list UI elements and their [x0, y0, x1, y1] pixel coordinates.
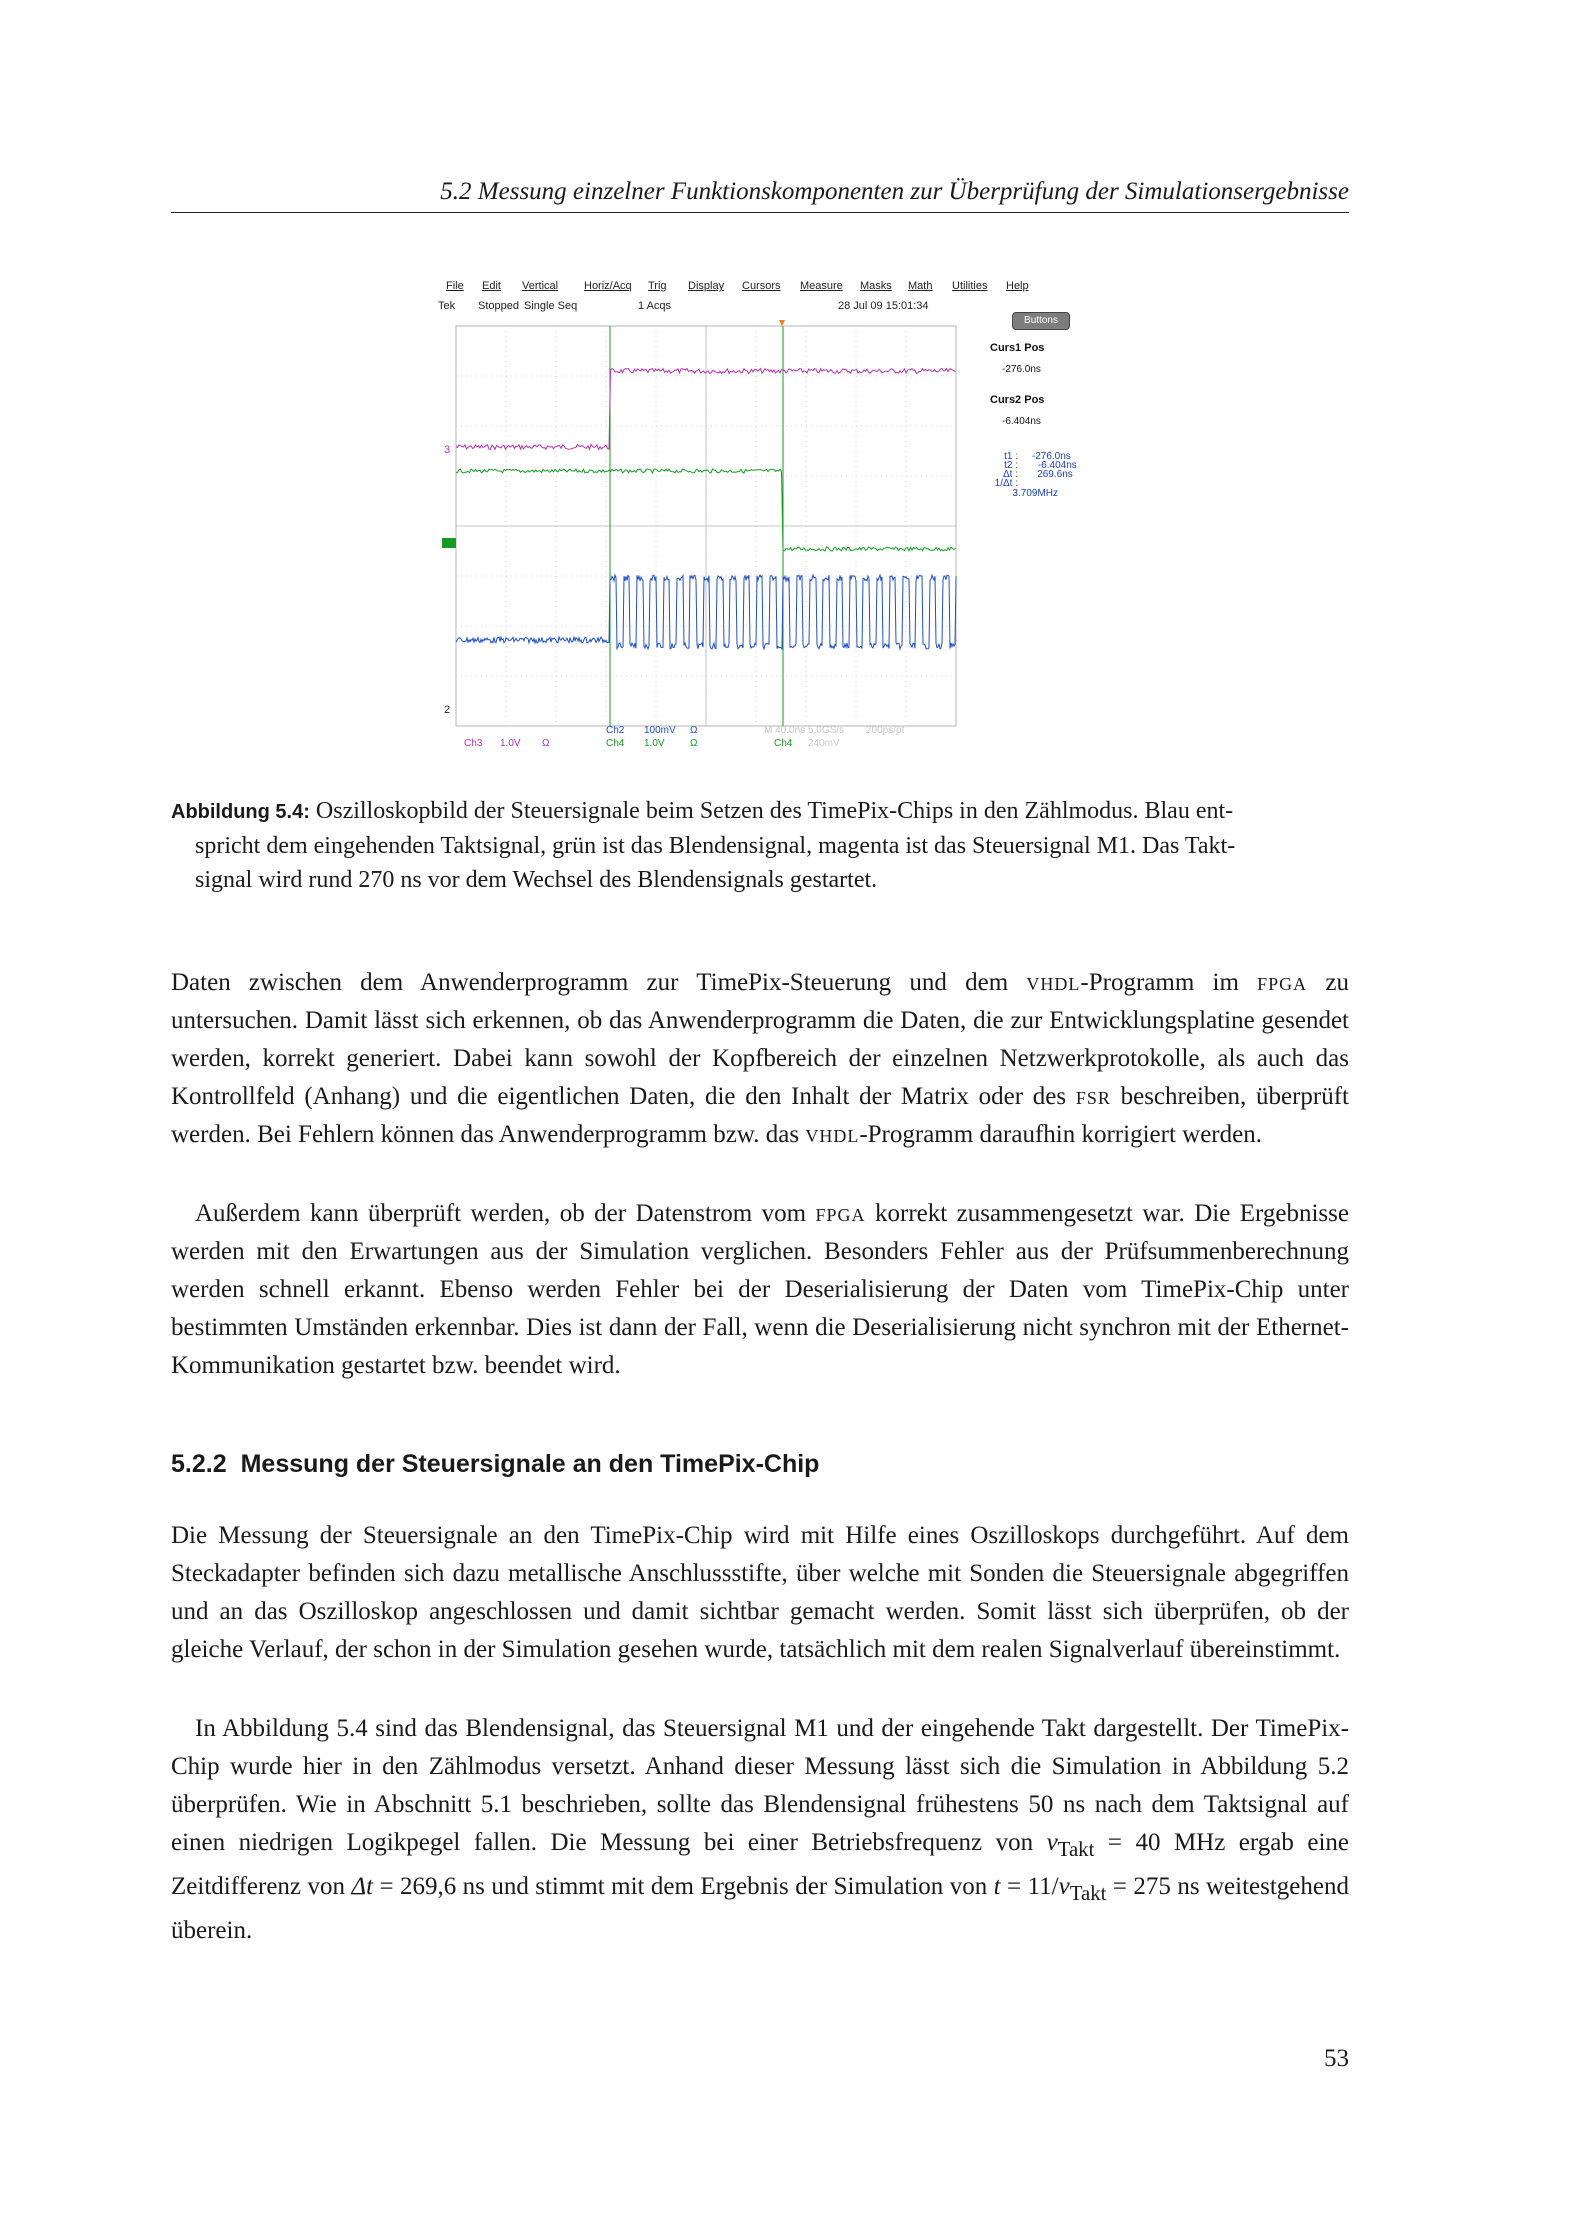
menu-edit: Edit	[482, 280, 501, 292]
foot-trig-source: Ch4	[774, 738, 793, 749]
menu-file: File	[446, 280, 464, 292]
menu-math: Math	[908, 280, 933, 292]
foot-timebase: M 40.0ns 5.0GS/s	[764, 725, 845, 736]
readout-inv-dt: 1/Δt : 3.709MHz	[994, 478, 1058, 499]
foot-ch3-scale: 1.0V	[500, 738, 521, 749]
status-state: Stopped	[478, 300, 519, 312]
page-number: 53	[1324, 2045, 1349, 2072]
menu-horiz-acq: Horiz/Acq	[584, 280, 632, 292]
ch3-marker: 3	[444, 444, 451, 456]
menu-utilities: Utilities	[952, 280, 988, 292]
foot-ch4-scale: 1.0V	[644, 738, 665, 749]
trigger-marker-icon	[779, 320, 785, 326]
foot-ch2: Ch2	[606, 725, 625, 736]
foot-ch3: Ch3	[464, 738, 483, 749]
status-mode: Single Seq	[524, 300, 578, 312]
curs1-value: -276.0ns	[1002, 364, 1041, 375]
foot-ch4: Ch4	[606, 738, 625, 749]
foot-ch2-ohm: Ω	[690, 725, 698, 736]
caption-label: Abbildung 5.4:	[171, 801, 310, 823]
menu-masks: Masks	[860, 280, 892, 292]
paragraph-3: Die Messung der Steuersignale an den TimePix-Chip wird mit Hilfe eines Oszilloskops durchgeführt. Auf dem Steckadapter befinden sich dazu metallische Anschlussstifte, über welche mit Sonden die Steuersignale abgegriffen und an das Oszilloskop angeschlossen und damit sichtbar gemacht werden. Somit lässt sich überprüfen, ob der gleiche Verlauf, der schon in der Simulation gesehen wurde, tatsächlich mit dem realen Signalverlauf übereinstimmt.	[171, 1522, 1349, 1663]
scope-grid	[456, 326, 956, 726]
menu-measure: Measure	[800, 280, 843, 292]
menu-trig: Trig	[648, 280, 667, 292]
foot-trig-level: 240mV	[808, 738, 840, 749]
scope-buttons-button: Buttons	[1012, 312, 1070, 330]
foot-ch3-ohm: Ω	[542, 738, 550, 749]
status-brand: Tek	[438, 300, 456, 312]
paragraph-4: In Abbildung 5.4 sind das Blendensignal, das Steuersignal M1 und der eingehende Takt dargestellt. Der TimePix-Chip wurde hier in den Zählmodus versetzt. Anhand dieser Messung lässt sich die Simulation in Abbildung 5.2 überprüfen. Wie in Abschnitt 5.1 beschrieben, sollte das Blendensignal frühestens 50 ns nach dem Taktsignal auf einen niedrigen Logikpegel fallen. Die Messung bei einer Betriebsfrequenz von $\nu_{Takt} = 40$ MHz ergab eine Zeitdifferenz von Δt = 269,6 ns und stimmt mit dem Ergebnis der Simulation von $t = 11/\nu_{Takt} = 275$ ns weitestgehend überein.	[171, 1715, 1350, 1944]
ch4-marker	[442, 538, 456, 548]
scope-menu-bar	[434, 280, 1084, 296]
status-acqs: 1 Acqs	[638, 300, 672, 312]
section-heading	[171, 1450, 1349, 1479]
oscilloscope-figure	[434, 276, 1084, 756]
curs1-label: Curs1 Pos	[990, 342, 1045, 354]
paragraph-2: Außerdem kann überprüft werden, ob der Datenstrom vom fpga korrekt zusammengesetzt war. Die Ergebnisse werden mit den Erwartungen aus der Simulation verglichen. Besonders Fehler aus der Prüfsummenberechnung werden schnell erkannt. Ebenso werden Fehler bei der Deserialisierung der Daten vom TimePix-Chip unter bestimmten Umständen erkennbar. Dies ist dann der Fall, wenn die Deserialisierung nicht synchron mit der Ethernet-Kommunikation gestartet bzw. beendet wird.	[171, 1200, 1349, 1379]
oscilloscope-display	[434, 316, 984, 736]
caption-line-1: Oszilloskopbild der Steuersignale beim Setzen des TimePix-Chips in den Zählmodus. Blau ent-	[315, 798, 1234, 824]
caption-line-3: signal wird rund 270 ns vor dem Wechsel des Blendensignals gestartet.	[195, 867, 878, 893]
ch2-marker: 2	[444, 704, 451, 716]
section-title: Messung der Steuersignale an den TimePix-Chip	[240, 1450, 820, 1478]
figure-caption	[171, 794, 1349, 897]
menu-vertical: Vertical	[522, 280, 559, 292]
foot-record: 200ps/pt	[866, 725, 905, 736]
readout-t1: t1 : -276.0ns	[1004, 451, 1071, 462]
scope-status-bar	[434, 300, 1084, 314]
menu-display: Display	[688, 280, 725, 292]
section-number: 5.2.2	[171, 1450, 227, 1478]
caption-line-2: spricht dem eingehenden Taktsignal, grün ist das Blendensignal, magenta ist das Steuersignal M1. Das Takt-	[195, 833, 1236, 859]
curs2-value: -6.404ns	[1002, 416, 1041, 427]
readout-t2: t2 : -6.404ns	[1004, 460, 1077, 471]
menu-help: Help	[1006, 280, 1029, 292]
running-header: 5.2 Messung einzelner Funktionskomponenten zur Überprüfung der Simulationsergebnisse	[171, 178, 1349, 213]
readout-dt: Δt : 269.6ns	[1002, 469, 1073, 480]
menu-cursors: Cursors	[742, 280, 781, 292]
foot-ch2-scale: 100mV	[644, 725, 676, 736]
paragraph-1: Daten zwischen dem Anwenderprogramm zur TimePix-Steuerung und dem vhdl-Programm im fpga zu untersuchen. Damit lässt sich erkennen, ob das Anwenderprogramm die Daten, die zur Entwicklungsplatine gesendet werden, korrekt generiert. Dabei kann sowohl der Kopfbereich der einzelnen Netzwerkprotokolle, als auch das Kontrollfeld (Anhang) und die eigentlichen Daten, die den Inhalt der Matrix oder des fsr beschreiben, überprüft werden. Bei Fehlern können das Anwenderprogramm bzw. das vhdl-Programm daraufhin korrigiert werden.	[171, 969, 1349, 1148]
status-datetime: 28 Jul 09 15:01:34	[838, 300, 929, 312]
curs2-label: Curs2 Pos	[990, 394, 1045, 406]
foot-ch4-ohm: Ω	[690, 738, 698, 749]
